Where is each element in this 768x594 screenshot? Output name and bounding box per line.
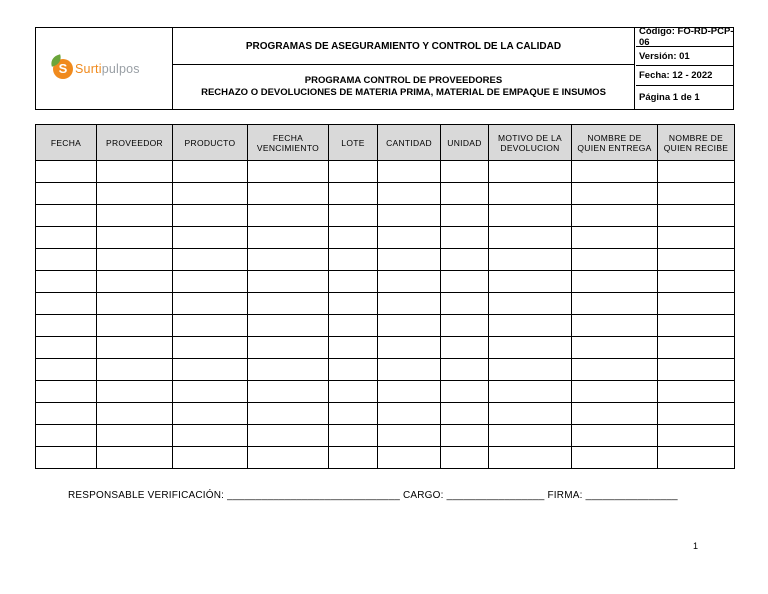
table-cell[interactable] [173, 315, 248, 337]
table-cell[interactable] [329, 425, 378, 447]
table-cell[interactable] [97, 359, 173, 381]
table-row [36, 337, 735, 359]
table-cell[interactable] [441, 447, 489, 469]
table-cell[interactable] [572, 227, 658, 249]
table-cell[interactable] [441, 227, 489, 249]
table-cell[interactable] [248, 359, 329, 381]
table-cell[interactable] [378, 249, 441, 271]
table-cell[interactable] [248, 271, 329, 293]
table-cell[interactable] [658, 205, 735, 227]
table-cell[interactable] [658, 381, 735, 403]
table-cell[interactable] [329, 271, 378, 293]
table-cell[interactable] [329, 381, 378, 403]
table-cell[interactable] [97, 249, 173, 271]
table-header-row [36, 125, 735, 161]
table-cell[interactable] [329, 403, 378, 425]
table-cell[interactable] [36, 183, 97, 205]
table-cell[interactable] [441, 337, 489, 359]
table-cell[interactable] [36, 271, 97, 293]
table-cell[interactable] [248, 447, 329, 469]
table-cell[interactable] [329, 293, 378, 315]
document-code: Código: FO-RD-PCP-06 [636, 28, 734, 47]
table-cell[interactable] [329, 359, 378, 381]
table-cell[interactable] [97, 205, 173, 227]
table-cell[interactable] [248, 337, 329, 359]
table-cell[interactable] [572, 315, 658, 337]
table-cell[interactable] [36, 227, 97, 249]
table-cell[interactable] [658, 447, 735, 469]
table-cell[interactable] [572, 249, 658, 271]
table-cell[interactable] [97, 381, 173, 403]
table-row [36, 425, 735, 447]
table-cell[interactable] [378, 359, 441, 381]
logo-cell [36, 28, 173, 109]
table-cell[interactable] [658, 403, 735, 425]
table-cell[interactable] [378, 293, 441, 315]
col-header: PRODUCTO [173, 125, 248, 161]
table-cell[interactable] [248, 183, 329, 205]
table-cell[interactable] [658, 271, 735, 293]
table-cell[interactable] [572, 183, 658, 205]
table-row [36, 403, 735, 425]
table-cell[interactable] [441, 205, 489, 227]
logo-word-part1: Surti [75, 62, 102, 76]
table-cell[interactable] [378, 161, 441, 183]
document-date: Fecha: 12 - 2022 [636, 66, 734, 86]
table-cell[interactable] [173, 425, 248, 447]
table-cell[interactable] [572, 271, 658, 293]
table-row [36, 183, 735, 205]
table-cell[interactable] [329, 447, 378, 469]
table-cell[interactable] [36, 337, 97, 359]
col-header: FECHA [36, 125, 97, 161]
table-cell[interactable] [97, 315, 173, 337]
table-cell[interactable] [173, 271, 248, 293]
table-cell[interactable] [489, 403, 572, 425]
table-cell[interactable] [36, 359, 97, 381]
table-row [36, 315, 735, 337]
col-header: CANTIDAD [378, 125, 441, 161]
table-cell[interactable] [489, 183, 572, 205]
logo-word-part2: pulpos [101, 62, 140, 76]
table-cell[interactable] [97, 161, 173, 183]
logo-wordmark [75, 62, 140, 76]
table-cell[interactable] [97, 447, 173, 469]
table-cell[interactable] [658, 293, 735, 315]
form-title-line1: PROGRAMA CONTROL DE PROVEEDORES [304, 75, 503, 86]
table-cell[interactable] [378, 381, 441, 403]
table-cell[interactable] [378, 447, 441, 469]
table-cell[interactable] [441, 161, 489, 183]
table-row [36, 249, 735, 271]
table-cell[interactable] [36, 447, 97, 469]
table-cell[interactable] [658, 227, 735, 249]
logo-letter: S [58, 61, 68, 76]
table-cell[interactable] [658, 183, 735, 205]
table-cell[interactable] [248, 161, 329, 183]
table-cell[interactable] [489, 315, 572, 337]
table-cell[interactable] [173, 249, 248, 271]
table-cell[interactable] [572, 403, 658, 425]
col-header: LOTE [329, 125, 378, 161]
table-cell[interactable] [378, 205, 441, 227]
signature-line: RESPONSABLE VERIFICACIÓN: ______________________________ CARGO: _________________ FIRMA: ________________ [68, 490, 678, 501]
table-cell[interactable] [329, 337, 378, 359]
table-cell[interactable] [173, 205, 248, 227]
table-cell[interactable] [489, 293, 572, 315]
table-cell[interactable] [173, 293, 248, 315]
table-cell[interactable] [36, 205, 97, 227]
table-cell[interactable] [572, 425, 658, 447]
table-cell[interactable] [173, 359, 248, 381]
table-cell[interactable] [329, 227, 378, 249]
table-cell[interactable] [572, 381, 658, 403]
table-cell[interactable] [329, 183, 378, 205]
page-number: 1 [693, 541, 699, 551]
document-header [35, 27, 734, 110]
table-cell[interactable] [378, 315, 441, 337]
table-cell[interactable] [572, 447, 658, 469]
table-cell[interactable] [36, 315, 97, 337]
table-cell[interactable] [572, 359, 658, 381]
table-cell[interactable] [36, 403, 97, 425]
table-row [36, 381, 735, 403]
col-header: PROVEEDOR [97, 125, 173, 161]
table-cell[interactable] [248, 205, 329, 227]
table-cell[interactable] [97, 227, 173, 249]
table-cell[interactable] [441, 425, 489, 447]
table-cell[interactable] [329, 249, 378, 271]
table-cell[interactable] [489, 337, 572, 359]
table-cell[interactable] [36, 425, 97, 447]
table-cell[interactable] [441, 271, 489, 293]
table-cell[interactable] [173, 403, 248, 425]
table-cell[interactable] [378, 271, 441, 293]
table-cell[interactable] [378, 227, 441, 249]
table-cell[interactable] [36, 161, 97, 183]
table-cell[interactable] [378, 183, 441, 205]
table-cell[interactable] [441, 183, 489, 205]
table-cell[interactable] [173, 337, 248, 359]
table-row [36, 205, 735, 227]
table-cell[interactable] [572, 337, 658, 359]
table-row [36, 161, 735, 183]
table-cell[interactable] [441, 381, 489, 403]
table-cell[interactable] [441, 315, 489, 337]
table-cell[interactable] [36, 381, 97, 403]
col-header: MOTIVO DE LA DEVOLUCION [489, 125, 572, 161]
table-cell[interactable] [97, 271, 173, 293]
table-cell[interactable] [248, 315, 329, 337]
returns-table [35, 124, 735, 469]
col-header: NOMBRE DE QUIEN ENTREGA [572, 125, 658, 161]
col-header: UNIDAD [441, 125, 489, 161]
table-cell[interactable] [36, 293, 97, 315]
table-cell[interactable] [658, 161, 735, 183]
table-cell[interactable] [572, 293, 658, 315]
table-cell[interactable] [489, 447, 572, 469]
table-cell[interactable] [248, 381, 329, 403]
table-cell[interactable] [97, 183, 173, 205]
table-cell[interactable] [248, 249, 329, 271]
table-cell[interactable] [489, 249, 572, 271]
table-row [36, 447, 735, 469]
table-cell[interactable] [173, 447, 248, 469]
logo-mark-icon [53, 59, 73, 79]
company-logo [53, 59, 140, 79]
table-row [36, 271, 735, 293]
table-cell[interactable] [248, 227, 329, 249]
table-cell[interactable] [489, 271, 572, 293]
document-page: Página 1 de 1 [639, 92, 700, 103]
table-cell[interactable] [572, 161, 658, 183]
table-cell[interactable] [441, 293, 489, 315]
program-title: PROGRAMAS DE ASEGURAMIENTO Y CONTROL DE LA CALIDAD [173, 28, 635, 65]
table-cell[interactable] [36, 249, 97, 271]
table-cell[interactable] [489, 425, 572, 447]
table-cell[interactable] [248, 425, 329, 447]
col-header: NOMBRE DE QUIEN RECIBE [658, 125, 735, 161]
table-cell[interactable] [173, 183, 248, 205]
table-cell[interactable] [658, 337, 735, 359]
table-cell[interactable] [572, 205, 658, 227]
table-cell[interactable] [97, 337, 173, 359]
table-cell[interactable] [97, 403, 173, 425]
table-cell[interactable] [489, 227, 572, 249]
table-cell[interactable] [173, 381, 248, 403]
table-cell[interactable] [489, 381, 572, 403]
table-row [36, 227, 735, 249]
table-cell[interactable] [658, 425, 735, 447]
table-cell[interactable] [489, 359, 572, 381]
table-cell[interactable] [248, 293, 329, 315]
table-cell[interactable] [441, 359, 489, 381]
table-row [36, 359, 735, 381]
form-title [173, 65, 635, 109]
table-cell[interactable] [489, 205, 572, 227]
table-cell[interactable] [329, 205, 378, 227]
table-cell[interactable] [173, 227, 248, 249]
form-title-line2: RECHAZO O DEVOLUCIONES DE MATERIA PRIMA, MATERIAL DE EMPAQUE E INSUMOS [201, 87, 606, 98]
table-cell[interactable] [97, 293, 173, 315]
col-header: FECHA VENCIMIENTO [248, 125, 329, 161]
table-cell[interactable] [489, 161, 572, 183]
table-cell[interactable] [173, 161, 248, 183]
table-cell[interactable] [248, 403, 329, 425]
table-cell[interactable] [378, 337, 441, 359]
table-row [36, 293, 735, 315]
table-cell[interactable] [97, 425, 173, 447]
table-cell[interactable] [658, 359, 735, 381]
table-cell[interactable] [658, 315, 735, 337]
table-cell[interactable] [329, 315, 378, 337]
table-cell[interactable] [378, 425, 441, 447]
document-version: Versión: 01 [636, 47, 734, 66]
table-cell[interactable] [378, 403, 441, 425]
table-cell[interactable] [658, 249, 735, 271]
table-cell[interactable] [441, 403, 489, 425]
table-cell[interactable] [329, 161, 378, 183]
table-cell[interactable] [441, 249, 489, 271]
